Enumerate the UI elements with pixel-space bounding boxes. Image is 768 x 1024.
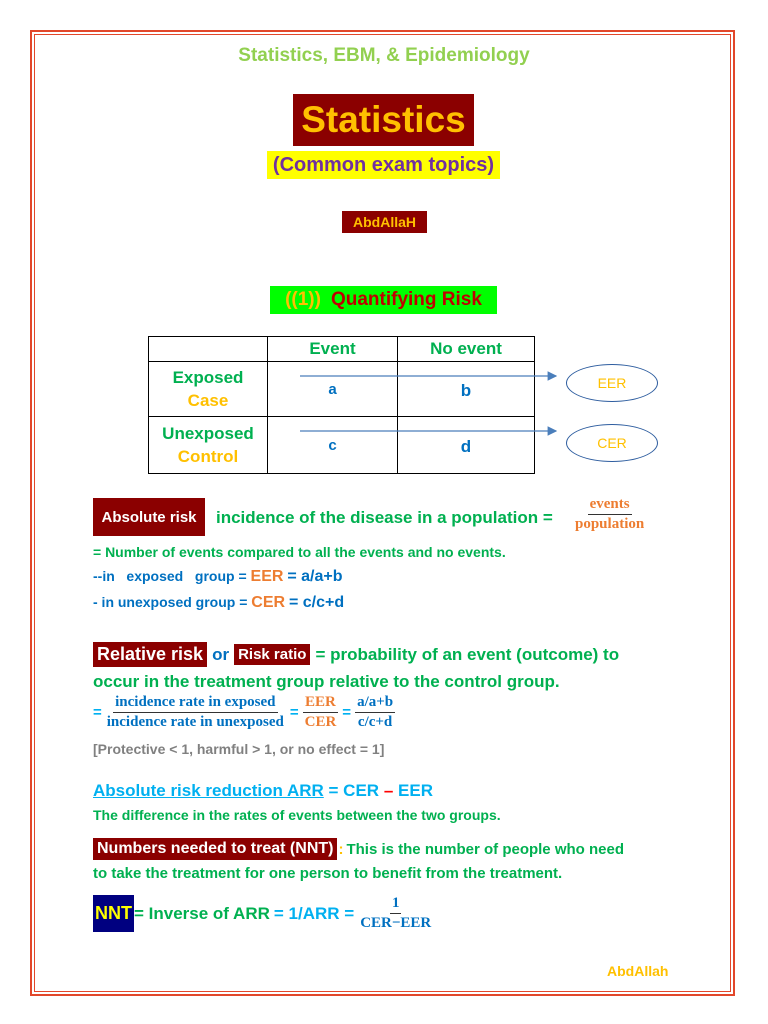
exposed-group-line — [93, 568, 342, 586]
cell-d: d — [398, 417, 535, 474]
course-title: Statistics, EBM, & Epidemiology — [238, 45, 530, 66]
fraction-denominator: population — [575, 516, 645, 532]
arr-description: The difference in the rates of events between the two groups. — [93, 807, 501, 823]
nnt-formula — [93, 895, 433, 932]
absolute-risk-fraction — [573, 496, 646, 533]
nnt-denominator: CER−EER — [360, 915, 432, 931]
eer-ellipse — [566, 364, 658, 402]
abcd-fraction — [355, 694, 395, 731]
rr-eq1: = — [93, 704, 102, 721]
main-title-text: Statistics — [301, 99, 466, 140]
absolute-risk-def-text: incidence of the disease in a population = — [216, 508, 553, 527]
section-title: Quantifying Risk — [330, 289, 482, 310]
nnt-numerator: 1 — [390, 895, 402, 914]
incidence-fraction — [105, 694, 286, 731]
nnt-line1 — [93, 838, 624, 860]
arr-eq-cer: = CER — [328, 781, 380, 800]
row-case-label: Case — [187, 391, 229, 410]
relative-risk-line1 — [93, 642, 619, 667]
unexposed-group-line — [93, 594, 344, 612]
cer-denominator: CER — [304, 714, 337, 730]
nnt-desc-line2: to take the treatment for one person to benefit from the treatment. — [93, 865, 563, 882]
unexposed-cer: CER — [251, 594, 286, 611]
incidence-numerator: incidence rate in exposed — [113, 694, 277, 713]
rr-eq3: = — [342, 704, 352, 721]
cell-b: b — [398, 362, 535, 417]
cell-a: a — [268, 362, 398, 417]
subtitle-text: (Common exam topics) — [272, 153, 495, 176]
events-population-fraction — [573, 496, 646, 533]
arr-minus: – — [383, 781, 394, 800]
arr-eer: EER — [398, 781, 433, 800]
row-unexposed-label: Unexposed — [162, 424, 254, 443]
eer-ellipse-label: EER — [597, 375, 627, 391]
nnt-colon: : — [338, 840, 344, 858]
exposed-formula: = a/a+b — [287, 568, 343, 585]
arr-label: Absolute risk reduction ARR — [93, 781, 324, 800]
exposed-prefix: --in exposed group = — [93, 568, 247, 584]
unexposed-prefix: - in unexposed group = — [93, 594, 248, 610]
col-header-no-event: No event — [398, 337, 535, 362]
section-number: ((1)) — [285, 289, 321, 310]
relative-risk-note: [Protective < 1, harmful > 1, or no effect = 1] — [93, 741, 385, 757]
row-exposed-label: Exposed — [172, 368, 244, 387]
nnt-fraction — [358, 895, 433, 932]
unexposed-formula: = c/c+d — [288, 594, 345, 611]
rr-eq2: = — [289, 704, 299, 721]
exposed-eer: EER — [250, 568, 284, 585]
nnt-formula-prefix: = Inverse of ARR — [134, 903, 270, 923]
nnt-label: Numbers needed to treat (NNT) — [93, 838, 337, 860]
absolute-risk-line2: = Number of events compared to all the events and no events. — [93, 544, 506, 560]
absolute-risk-definition — [216, 508, 553, 528]
row-control-label: Control — [177, 447, 239, 466]
footer-author: AbdAllah — [607, 963, 669, 979]
cer-ellipse — [566, 424, 658, 462]
cd-denominator: c/c+d — [357, 714, 393, 730]
absolute-risk-label — [93, 498, 205, 536]
fraction-numerator: events — [588, 496, 632, 515]
relative-risk-or: or — [212, 644, 230, 664]
nnt-short-label: NNT — [93, 895, 134, 932]
col-header-event: Event — [268, 337, 398, 362]
nnt-desc-line1: This is the number of people who need — [346, 840, 624, 858]
relative-risk-def-line2: occur in the treatment group relative to the control group. — [93, 672, 560, 691]
cer-ellipse-label: CER — [597, 435, 627, 451]
eer-cer-fraction — [303, 694, 339, 731]
author-text: AbdAllaH — [353, 214, 416, 230]
incidence-denominator: incidence rate in unexposed — [106, 714, 284, 730]
eer-numerator: EER — [303, 694, 338, 713]
relative-risk-formula — [93, 694, 395, 731]
arr-line — [93, 781, 433, 801]
risk-ratio-label: Risk ratio — [234, 644, 310, 665]
ab-numerator: a/a+b — [355, 694, 395, 713]
relative-risk-def-line1: = probability of an event (outcome) to — [315, 644, 620, 664]
nnt-formula-mid: = 1/ARR = — [273, 903, 355, 923]
absolute-risk-label-text: Absolute risk — [101, 508, 197, 526]
cell-c: c — [268, 417, 398, 474]
relative-risk-label: Relative risk — [93, 642, 207, 667]
